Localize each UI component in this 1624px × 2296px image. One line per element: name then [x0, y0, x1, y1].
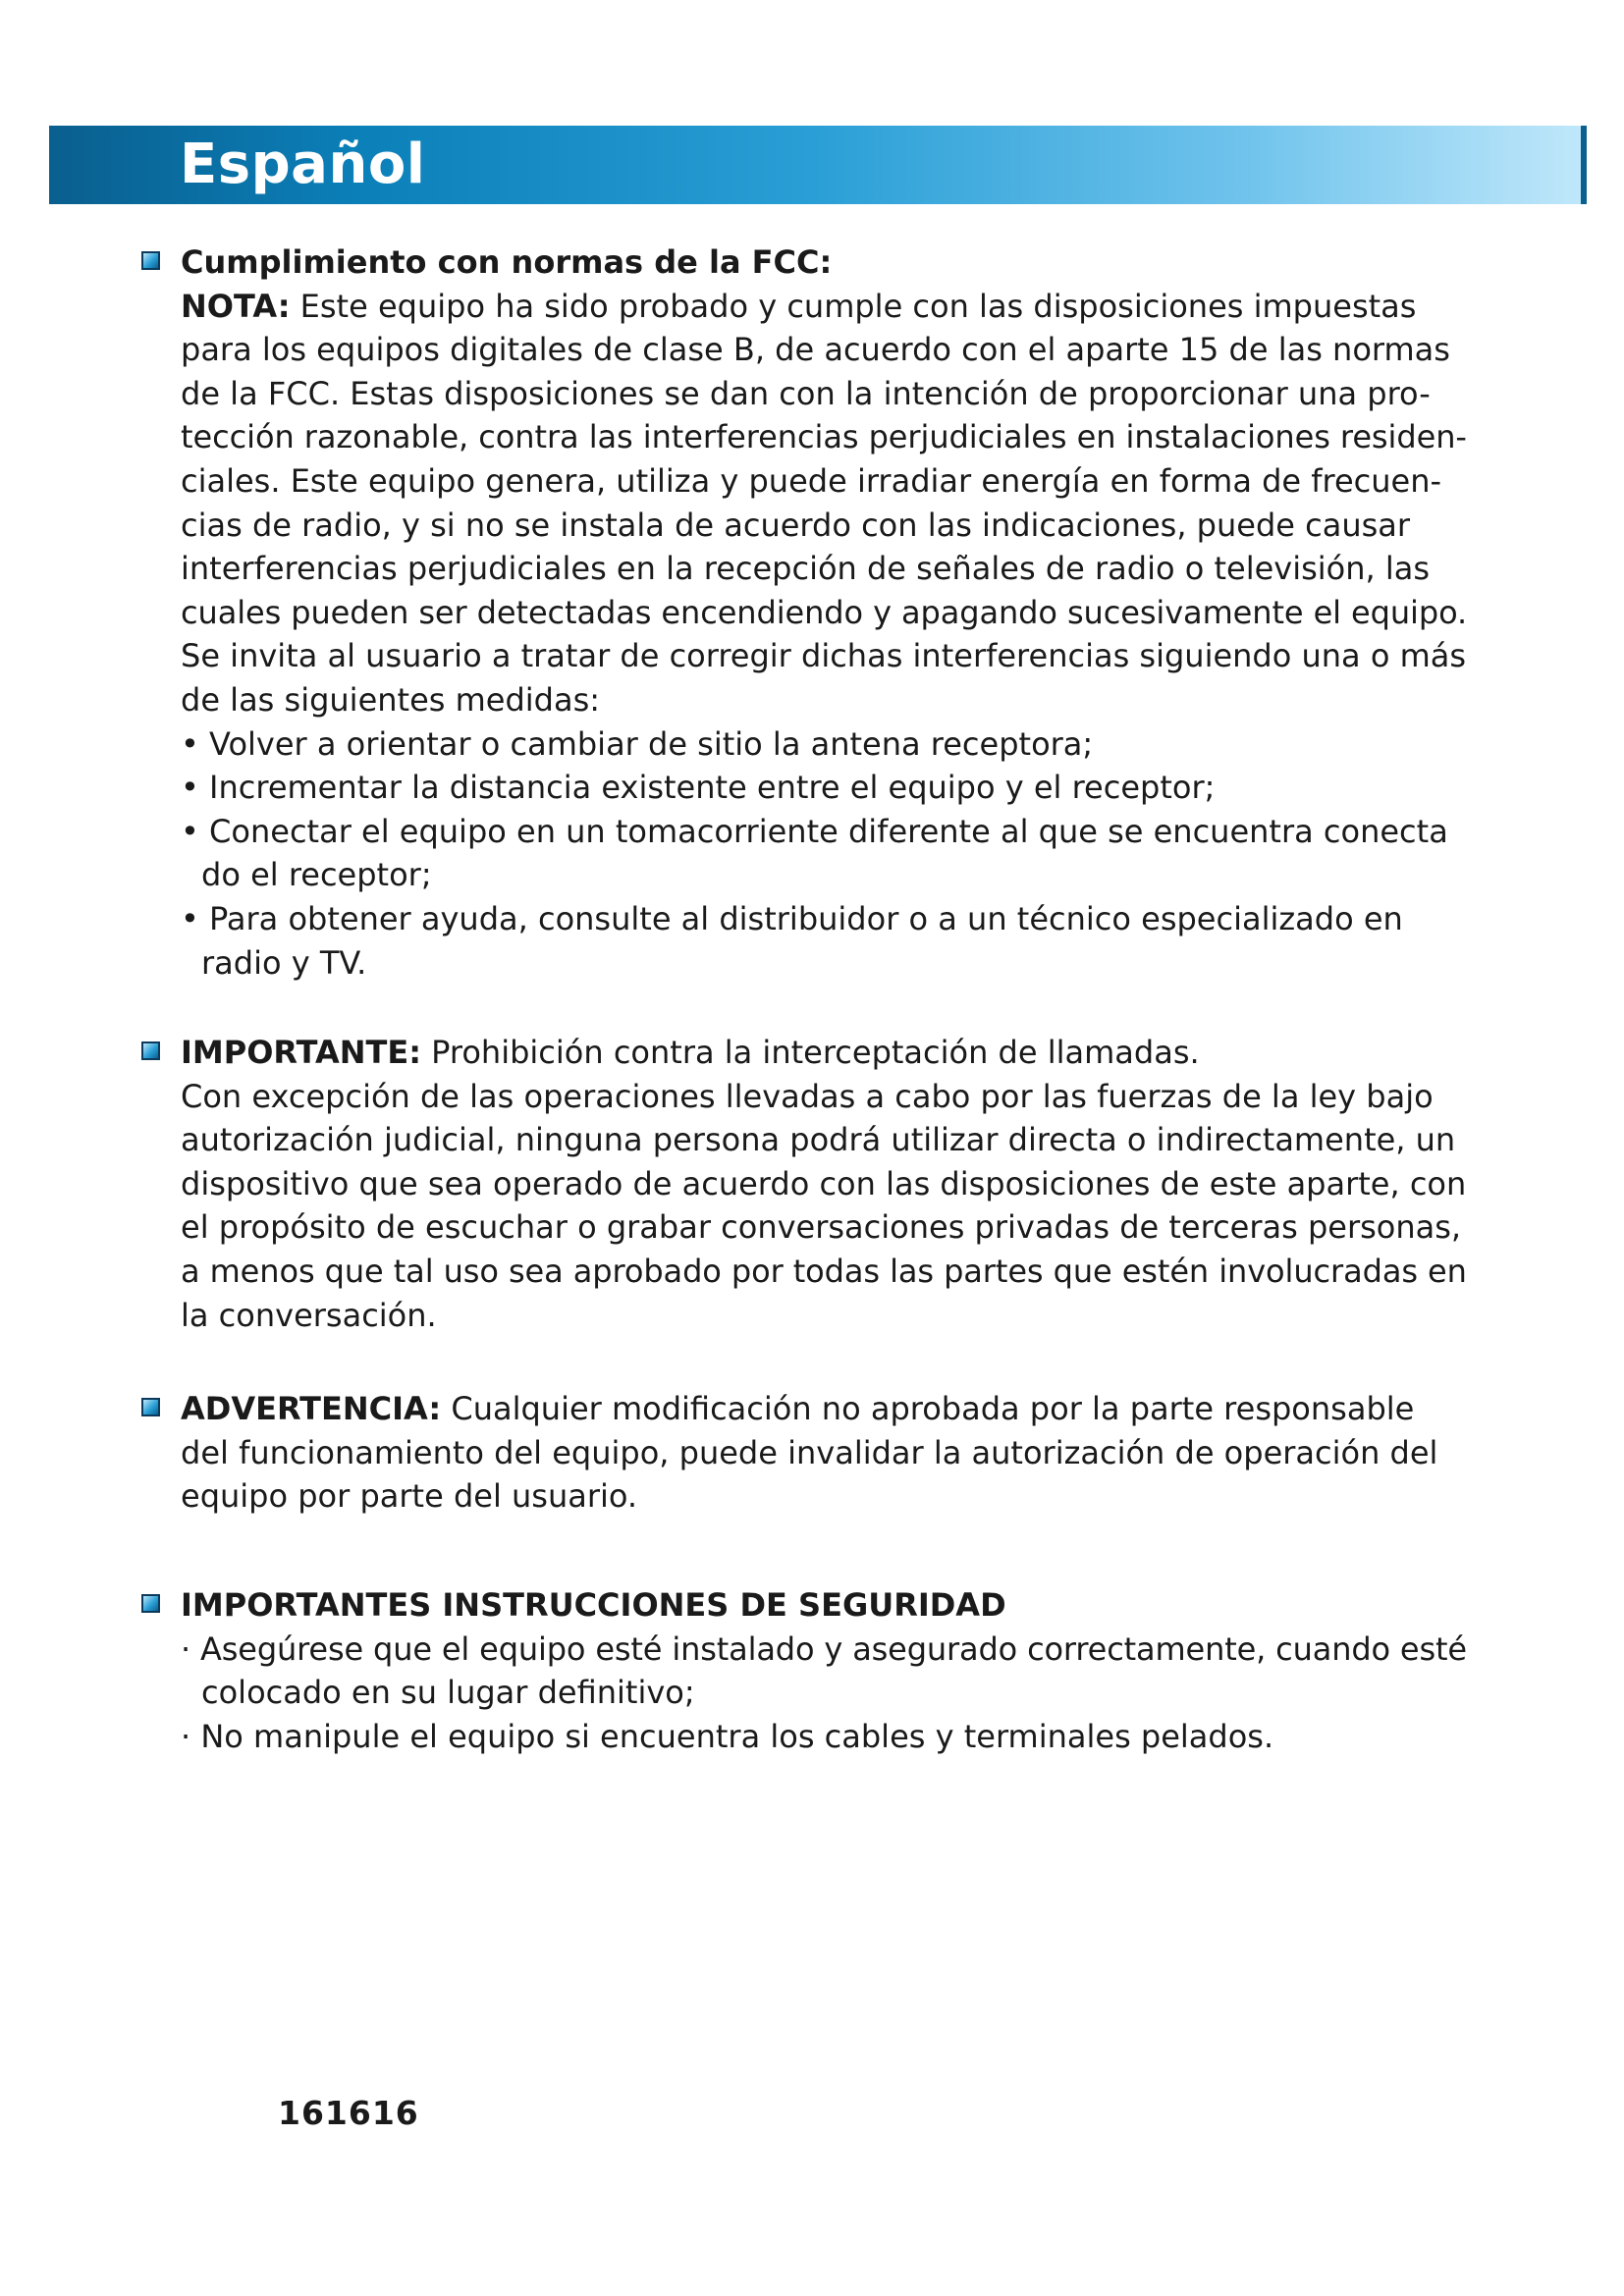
section-heading: Cumplimiento con normas de la FCC:: [181, 243, 833, 281]
importante-label: IMPORTANTE:: [181, 1034, 421, 1071]
paragraph-line: autorización judicial, ninguna persona podrá utilizar directa o indirectamente, un: [181, 1121, 1456, 1159]
paragraph-line: Con excepción de las operaciones llevadas a cabo por las fuerzas de la ley bajo: [181, 1077, 1434, 1115]
section-advertencia: [181, 1387, 1467, 1519]
square-bullet-icon: [141, 1041, 160, 1060]
paragraph-line: de las siguientes medidas:: [181, 680, 601, 719]
paragraph-line: equipo por parte del usuario.: [181, 1477, 638, 1516]
paragraph-line: dispositivo que sea operado de acuerdo con las disposiciones de este aparte, con: [181, 1164, 1467, 1202]
paragraph-line: ciales. Este equipo genera, utiliza y puede irradiar energía en forma de frecuen-: [181, 461, 1442, 500]
list-item: · Asegúrese que el equipo esté instalado y asegurado correctamente, cuando esté: [181, 1629, 1467, 1668]
list-item-continuation: colocado en su lugar definitivo;: [201, 1674, 695, 1712]
nota-line: [181, 285, 1467, 329]
section-seguridad: [181, 1583, 1467, 1758]
list-item: • Incrementar la distancia existente entre el equipo y el receptor;: [181, 769, 1216, 807]
list-item: • Conectar el equipo en un tomacorriente diferente al que se encuentra conecta: [181, 812, 1448, 850]
list-item: · No manipule el equipo si encuentra los cables y terminales pelados.: [181, 1717, 1274, 1755]
paragraph-line: a menos que tal uso sea aprobado por todas las partes que estén involucradas en: [181, 1252, 1467, 1290]
list-item: • Volver a orientar o cambiar de sitio la antena receptora;: [181, 724, 1094, 763]
paragraph-line: interferencias perjudiciales en la recepción de señales de radio o televisión, las: [181, 550, 1431, 588]
list-item: • Para obtener ayuda, consulte al distribuidor o a un técnico especializado en: [181, 899, 1403, 937]
paragraph-line: de la FCC. Estas disposiciones se dan con la intención de proporcionar una pro-: [181, 374, 1431, 412]
section-importante: [181, 1031, 1467, 1337]
square-bullet-icon: [141, 251, 160, 270]
advertencia-line: [181, 1387, 1467, 1431]
list-item-continuation: radio y TV.: [201, 943, 367, 982]
paragraph-line: el propósito de escuchar o grabar conversaciones privadas de terceras personas,: [181, 1208, 1462, 1247]
list-item-continuation: do el receptor;: [201, 856, 432, 894]
advertencia-label: ADVERTENCIA:: [181, 1390, 442, 1427]
paragraph-line: la conversación.: [181, 1296, 437, 1334]
nota-text: Este equipo ha sido probado y cumple con las disposiciones impuestas: [290, 287, 1417, 325]
header-bar: [49, 126, 1581, 204]
page-title: Español: [180, 133, 426, 196]
section-fcc: [181, 240, 1467, 985]
paragraph-line: cias de radio, y si no se instala de acuerdo con las indicaciones, puede causar: [181, 506, 1411, 544]
nota-label: NOTA:: [181, 287, 291, 325]
importante-line: [181, 1031, 1467, 1075]
paragraph-line: Se invita al usuario a tratar de corregir dichas interferencias siguiendo una o más: [181, 637, 1467, 675]
square-bullet-icon: [141, 1594, 160, 1613]
footer-code: 161616: [278, 2094, 419, 2132]
paragraph-line: para los equipos digitales de clase B, de acuerdo con el aparte 15 de las normas: [181, 331, 1450, 369]
paragraph-line: cuales pueden ser detectadas encendiendo y apagando sucesivamente el equipo.: [181, 593, 1468, 631]
paragraph-line: del funcionamiento del equipo, puede invalidar la autorización de operación del: [181, 1433, 1438, 1471]
importante-text: Prohibición contra la interceptación de llamadas.: [420, 1034, 1200, 1071]
section-heading: IMPORTANTES INSTRUCCIONES DE SEGURIDAD: [181, 1586, 1006, 1624]
advertencia-text: Cualquier modificación no aprobada por la parte responsable: [441, 1390, 1415, 1427]
header-edge: [1581, 126, 1587, 204]
paragraph-line: tección razonable, contra las interferencias perjudiciales en instalaciones residen-: [181, 418, 1467, 456]
square-bullet-icon: [141, 1398, 160, 1416]
